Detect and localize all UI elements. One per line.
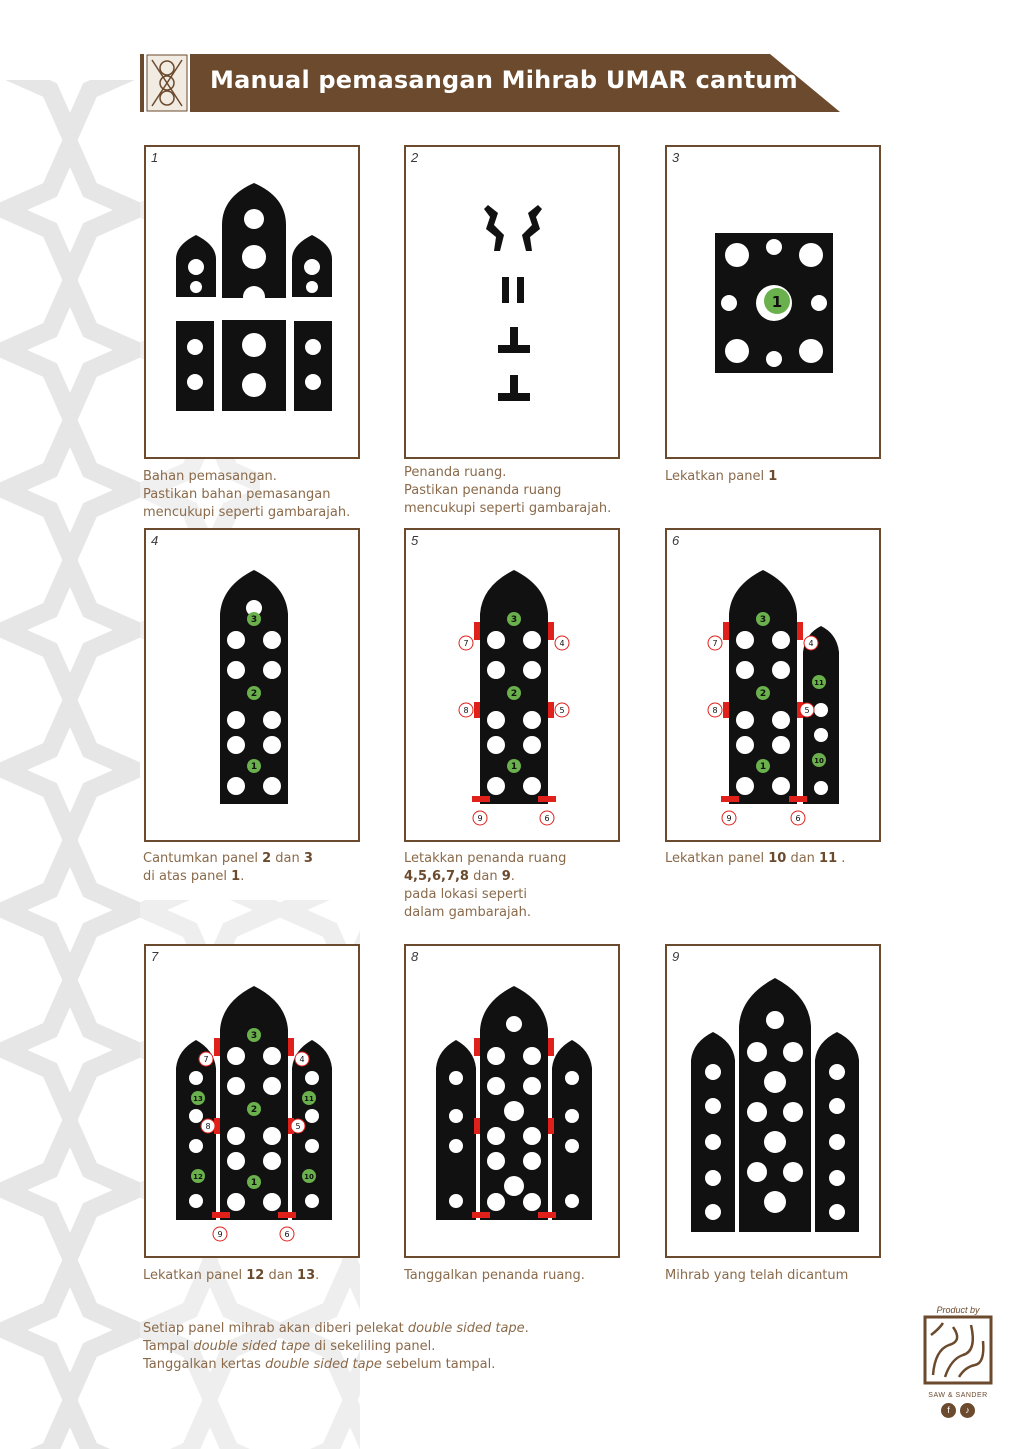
spacer-label: 4 — [808, 639, 814, 648]
materials-illustration — [146, 147, 358, 457]
caption-step-3: Lekatkan panel 1 — [665, 469, 778, 484]
caption-step-2: Penanda ruang. Pastikan penanda ruang mencukupi seperti gambarajah. — [404, 465, 612, 516]
panel-label: 10 — [304, 1173, 314, 1181]
step-box-8 — [404, 944, 620, 1258]
spacer-label: 7 — [203, 1055, 209, 1064]
step-number: 3 — [672, 150, 680, 165]
panel-label: 3 — [510, 615, 518, 625]
spacer-label: 8 — [205, 1122, 211, 1131]
step-number: 9 — [672, 949, 680, 964]
step-box-4 — [144, 528, 360, 842]
brand-name: SAW & SANDER — [928, 1392, 988, 1399]
panel-label: 2 — [250, 689, 258, 699]
social-links — [918, 1403, 998, 1418]
title-banner — [140, 52, 840, 114]
spacers-illustration — [406, 147, 618, 457]
panel-label: 3 — [759, 615, 767, 625]
spacer-label: 6 — [284, 1230, 290, 1239]
panel-label: 11 — [814, 679, 824, 687]
spacer-label: 6 — [795, 814, 801, 823]
step-box-7 — [144, 944, 360, 1258]
spacer-placement-illustration — [406, 530, 618, 840]
spacer-label: 8 — [463, 706, 469, 715]
step-box-2 — [404, 145, 620, 459]
brand-by-label: Product by — [936, 1305, 980, 1315]
panel-1-illustration — [667, 147, 879, 457]
panels-10-11-illustration — [667, 530, 879, 840]
panel-label: 1 — [510, 762, 518, 772]
step-number: 6 — [672, 533, 680, 548]
spacer-label: 7 — [463, 639, 469, 648]
caption-step-4: Cantumkan panel 2 dan 3 di atas panel 1. — [143, 851, 313, 884]
step-number: 1 — [151, 150, 159, 165]
spacer-label: 4 — [299, 1055, 305, 1064]
spacer-label: 9 — [477, 814, 483, 823]
spacer-label: 5 — [295, 1122, 301, 1131]
remove-spacers-illustration — [406, 946, 618, 1256]
step-box-6 — [665, 528, 881, 842]
step-box-5 — [404, 528, 620, 842]
spacer-label: 4 — [559, 639, 565, 648]
panel-label: 11 — [304, 1095, 314, 1103]
spacer-label: 5 — [804, 706, 810, 715]
panel-label: 2 — [510, 689, 518, 699]
panel-label: 13 — [193, 1095, 203, 1103]
panel-label: 3 — [250, 615, 258, 625]
step-number: 5 — [411, 533, 419, 548]
spacer-label: 7 — [712, 639, 718, 648]
caption-step-7: Lekatkan panel 12 dan 13. — [143, 1268, 320, 1283]
panel-label: 1 — [250, 762, 258, 772]
caption-step-6: Lekatkan panel 10 dan 11 . — [665, 851, 846, 866]
step-number: 7 — [151, 949, 159, 964]
step-box-1 — [144, 145, 360, 459]
panels-12-13-illustration — [146, 946, 358, 1256]
footnote: Setiap panel mihrab akan diberi pelekat double sided tape. Tampal double sided tape di sekeliling panel. Tanggalkan kertas double sided tape sebelum tampal. — [143, 1321, 529, 1372]
caption-step-5: Letakkan penanda ruang 4,5,6,7,8 dan 9. pada lokasi seperti dalam gambarajah. — [404, 851, 567, 920]
panel-label: 12 — [193, 1173, 203, 1181]
page-title: Manual pemasangan Mihrab UMAR cantum — [210, 66, 798, 94]
spacer-label: 5 — [559, 706, 565, 715]
step-box-3 — [665, 145, 881, 459]
tiktok-icon[interactable]: ♪ — [960, 1403, 975, 1418]
caption-step-1: Bahan pemasangan. Pastikan bahan pemasangan mencukupi seperti gambarajah. — [143, 469, 351, 520]
caption-step-9: Mihrab yang telah dicantum — [665, 1268, 849, 1283]
step-number: 4 — [151, 533, 159, 548]
saw-and-sander-logo — [923, 1315, 993, 1385]
panel-label: 2 — [759, 689, 767, 699]
spacer-label: 9 — [726, 814, 732, 823]
brand-block — [918, 1305, 998, 1435]
caption-step-8: Tanggalkan penanda ruang. — [404, 1268, 585, 1283]
panel-label: 3 — [250, 1031, 258, 1041]
step-box-9 — [665, 944, 881, 1258]
panel-label: 1 — [250, 1178, 258, 1188]
panel-label: 2 — [250, 1105, 258, 1115]
panels-1-2-3-illustration — [146, 530, 358, 840]
spacer-label: 6 — [544, 814, 550, 823]
step-number: 2 — [411, 150, 419, 165]
spacer-label: 9 — [217, 1230, 223, 1239]
facebook-icon[interactable]: f — [941, 1403, 956, 1418]
panel-label: 1 — [759, 762, 767, 772]
spacer-label: 8 — [712, 706, 718, 715]
finished-mihrab-illustration — [667, 946, 879, 1256]
step-number: 8 — [411, 949, 419, 964]
panel-label: 10 — [814, 757, 824, 765]
panel-label: 1 — [771, 293, 783, 311]
